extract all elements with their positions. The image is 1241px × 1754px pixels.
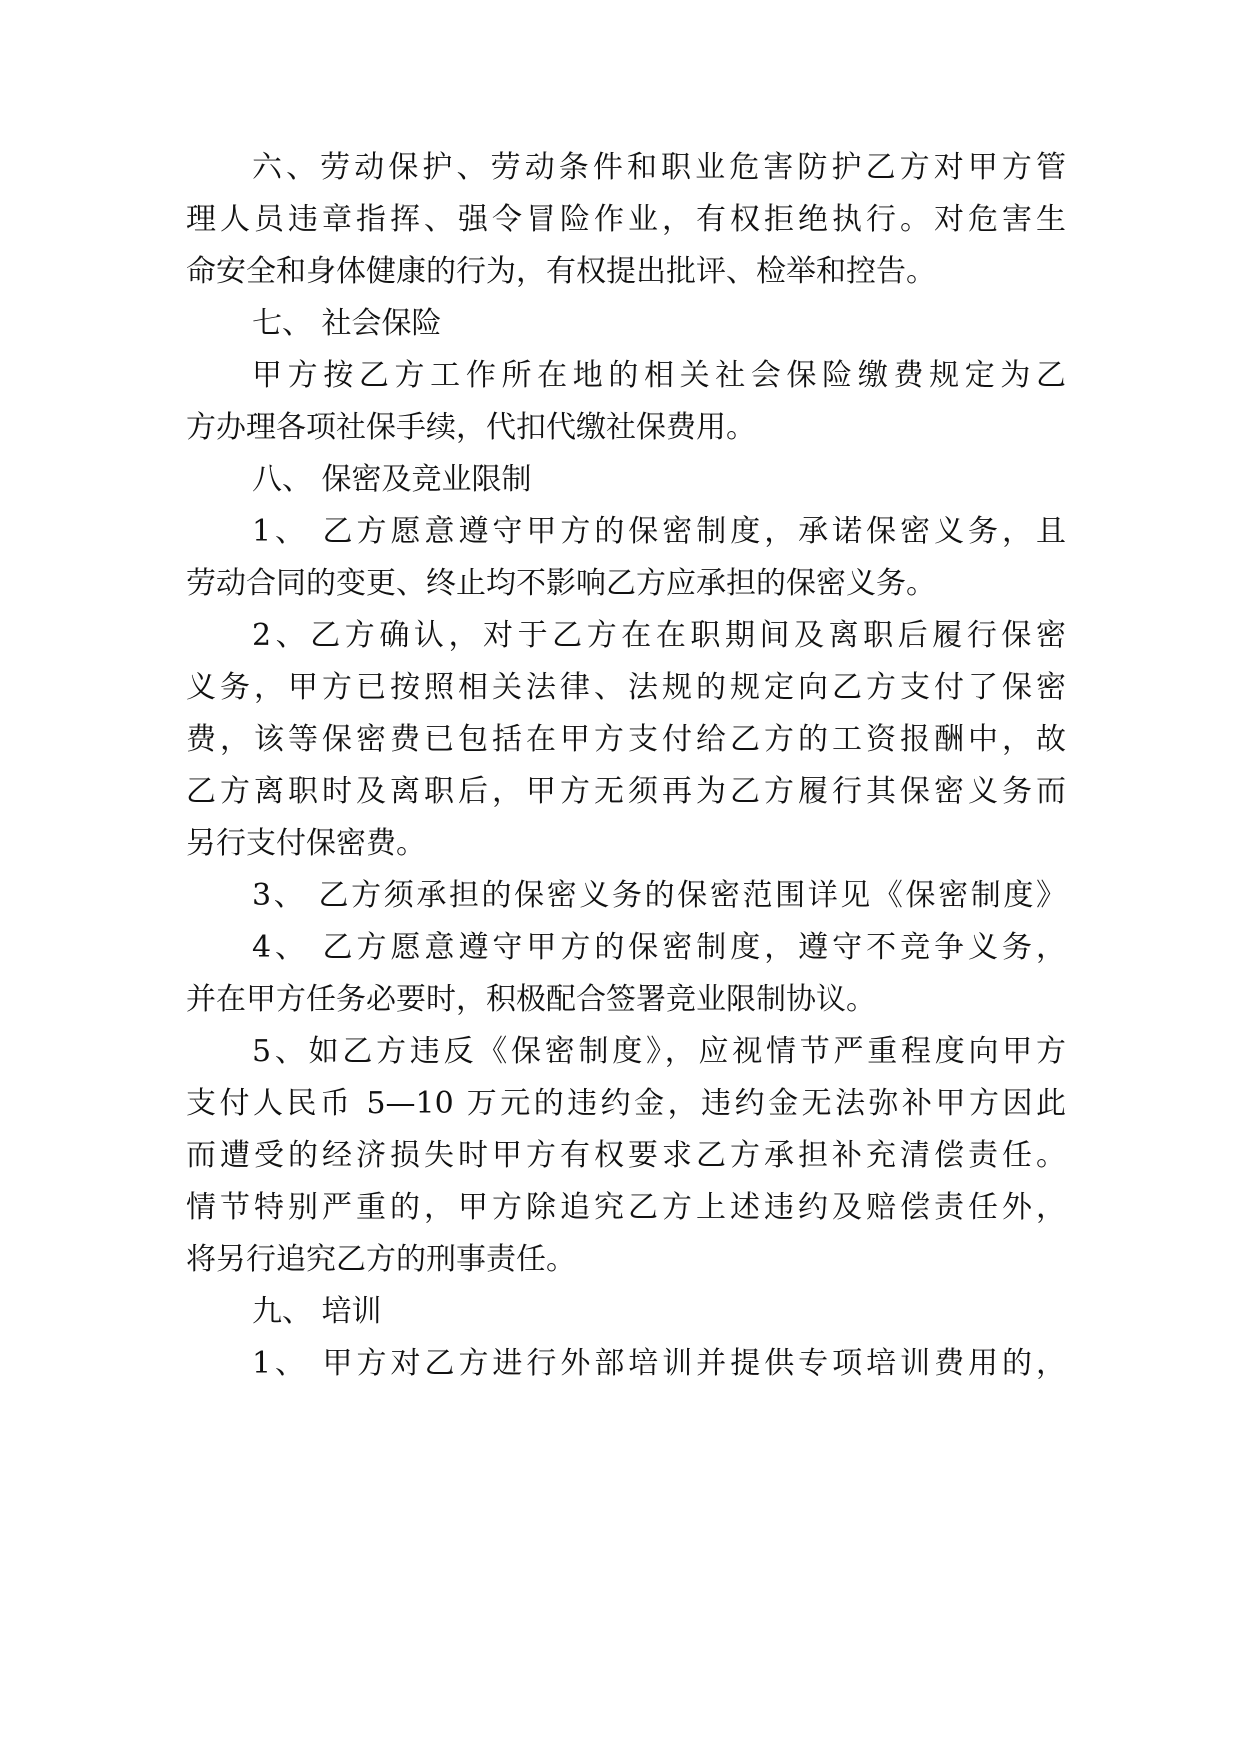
line-17: 并在甲方任务必要时，积极配合签署竞业限制协议。 <box>186 982 876 1017</box>
line-24: 1、 甲方对乙方进行外部培训并提供专项培训费用的， <box>252 1346 1066 1381</box>
line-12: 费，该等保密费已包括在甲方支付给乙方的工资报酬中，故 <box>186 722 1066 757</box>
section-heading-8: 八、 保密及竞业限制 <box>252 462 532 497</box>
line-14: 另行支付保密费。 <box>186 826 426 861</box>
line-11: 义务，甲方已按照相关法律、法规的规定向乙方支付了保密 <box>186 670 1066 705</box>
line-13: 乙方离职时及离职后，甲方无须再为乙方履行其保密义务而 <box>186 774 1066 809</box>
section-heading-9: 九、 培训 <box>252 1294 382 1329</box>
line-5: 甲方按乙方工作所在地的相关社会保险缴费规定为乙 <box>252 358 1066 393</box>
section-heading-7: 七、 社会保险 <box>252 306 442 341</box>
line-6: 方办理各项社保手续，代扣代缴社保费用。 <box>186 410 756 445</box>
line-1: 六、劳动保护、劳动条件和职业危害防护乙方对甲方管 <box>252 150 1066 185</box>
line-18: 5、如乙方违反《保密制度》，应视情节严重程度向甲方 <box>252 1034 1066 1069</box>
line-10: 2、乙方确认，对于乙方在在职期间及离职后履行保密 <box>252 618 1066 653</box>
line-20: 而遭受的经济损失时甲方有权要求乙方承担补充清偿责任。 <box>186 1138 1066 1173</box>
line-21: 情节特别严重的，甲方除追究乙方上述违约及赔偿责任外， <box>186 1190 1066 1225</box>
line-9: 劳动合同的变更、终止均不影响乙方应承担的保密义务。 <box>186 566 936 601</box>
line-15: 3、 乙方须承担的保密义务的保密范围详见《保密制度》 <box>252 878 1066 913</box>
line-2: 理人员违章指挥、强令冒险作业，有权拒绝执行。对危害生 <box>186 202 1066 237</box>
line-3: 命安全和身体健康的行为，有权提出批评、检举和控告。 <box>186 254 936 289</box>
line-16: 4、 乙方愿意遵守甲方的保密制度，遵守不竞争义务， <box>252 930 1066 965</box>
line-19: 支付人民币 5—10 万元的违约金，违约金无法弥补甲方因此 <box>186 1086 1066 1121</box>
line-22: 将另行追究乙方的刑事责任。 <box>186 1242 576 1277</box>
line-8: 1、 乙方愿意遵守甲方的保密制度，承诺保密义务，且 <box>252 514 1066 549</box>
